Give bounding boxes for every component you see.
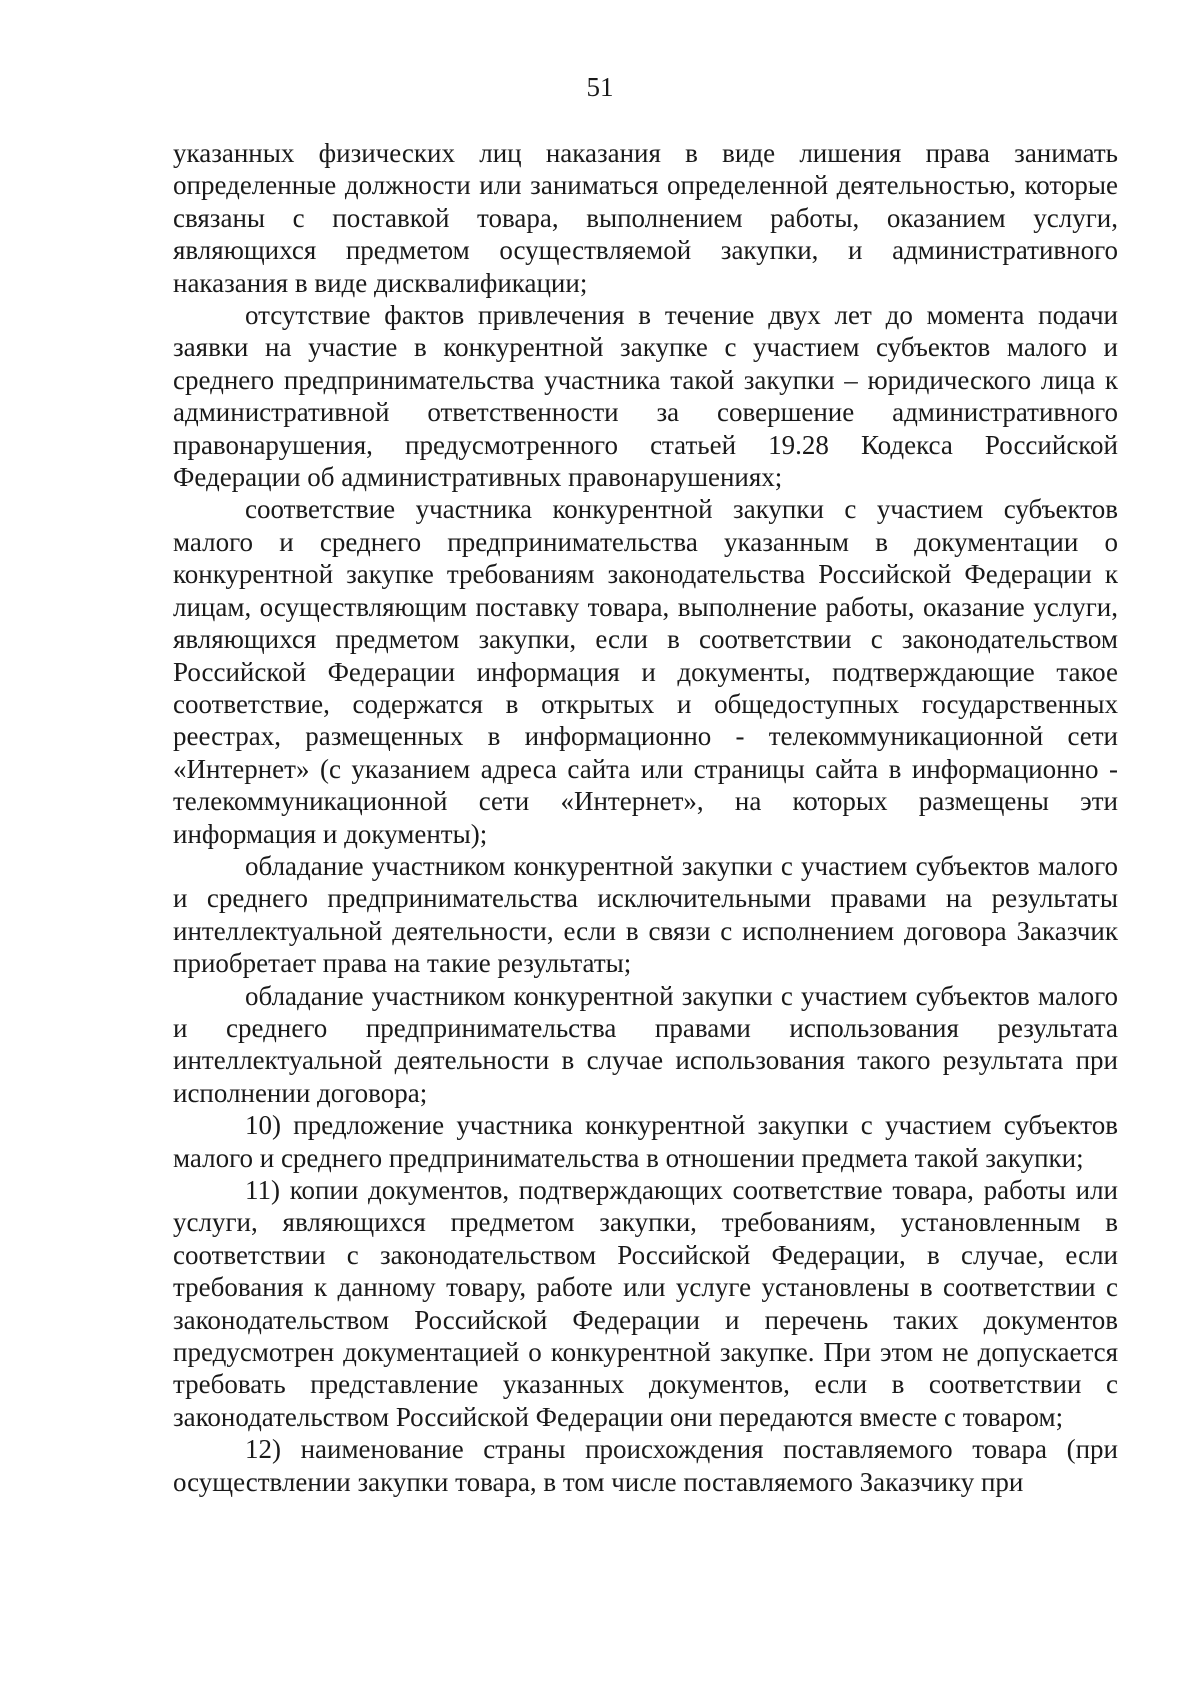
document-body — [173, 137, 1118, 1498]
paragraph-usage-rights: обладание участником конкурентной закупки с участием субъектов малого и среднего предпринимательства правами использования результата интеллектуальной деятельности в случае использования такого результата при исполнении договора; — [173, 980, 1118, 1108]
paragraph-item-12: 12) наименование страны происхождения поставляемого товара (при осуществлении закупки товара, в том числе поставляемого Заказчику при — [173, 1434, 1118, 1497]
page-number: 51 — [586, 72, 614, 102]
paragraph-exclusive-rights: обладание участником конкурентной закупки с участием субъектов малого и среднего предпринимательства исключительными правами на результаты интеллектуальной деятельности, если в связи с исполнением договора Заказчик приобретает права на такие результаты; — [173, 850, 1118, 979]
paragraph-1-continuation: указанных физических лиц наказания в виде лишения права занимать определенные должности или заниматься определенной деятельностью, которые связаны с поставкой товара, выполнением работы, оказанием услуги, являющихся предметом осуществляемой закупки, и административного наказания в виде дисквалификации; — [173, 138, 1118, 298]
paragraph-item-11: 11) копии документов, подтверждающих соответствие товара, работы или услуги, являющихся предметом закупки, требованиям, установленным в соответствии с законодательством Российской Федерации, в случае, если требования к данному товару, работе или услуге установлены в соответствии с законодательством Российской Федерации и перечень таких документов предусмотрен документацией о конкурентной закупке. При этом не допускается требовать представление указанных документов, если в соответствии с законодательством Российской Федерации они передаются вместе с товаром; — [173, 1175, 1118, 1432]
paragraph-no-administrative-liability: отсутствие фактов привлечения в течение двух лет до момента подачи заявки на участие в конкурентной закупке с участием субъектов малого и среднего предпринимательства участника такой закупки – юридического лица к административной ответственности за совершение административного правонарушения, предусмотренного статьей 19.28 Кодекса Российской Федерации об административных правонарушениях; — [173, 300, 1118, 493]
paragraph-compliance-requirements: соответствие участника конкурентной закупки с участием субъектов малого и среднего предпринимательства указанным в документации о конкурентной закупке требованиям законодательства Российской Федерации к лицам, осуществляющим поставку товара, выполнение работы, оказание услуги, являющихся предметом закупки, если в соответствии с законодательством Российской Федерации информация и документы, подтверждающие такое соответствие, содержатся в открытых и общедоступных государственных реестрах, размещенных в информационно - телекоммуникационной сети «Интернет» (с указанием адреса сайта или страницы сайта в информационно - телекоммуникационной сети «Интернет», на которых размещены эти информация и документы); — [173, 494, 1118, 849]
paragraph-item-10: 10) предложение участника конкурентной закупки с участием субъектов малого и среднего предпринимательства в отношении предмета такой закупки; — [173, 1110, 1118, 1173]
